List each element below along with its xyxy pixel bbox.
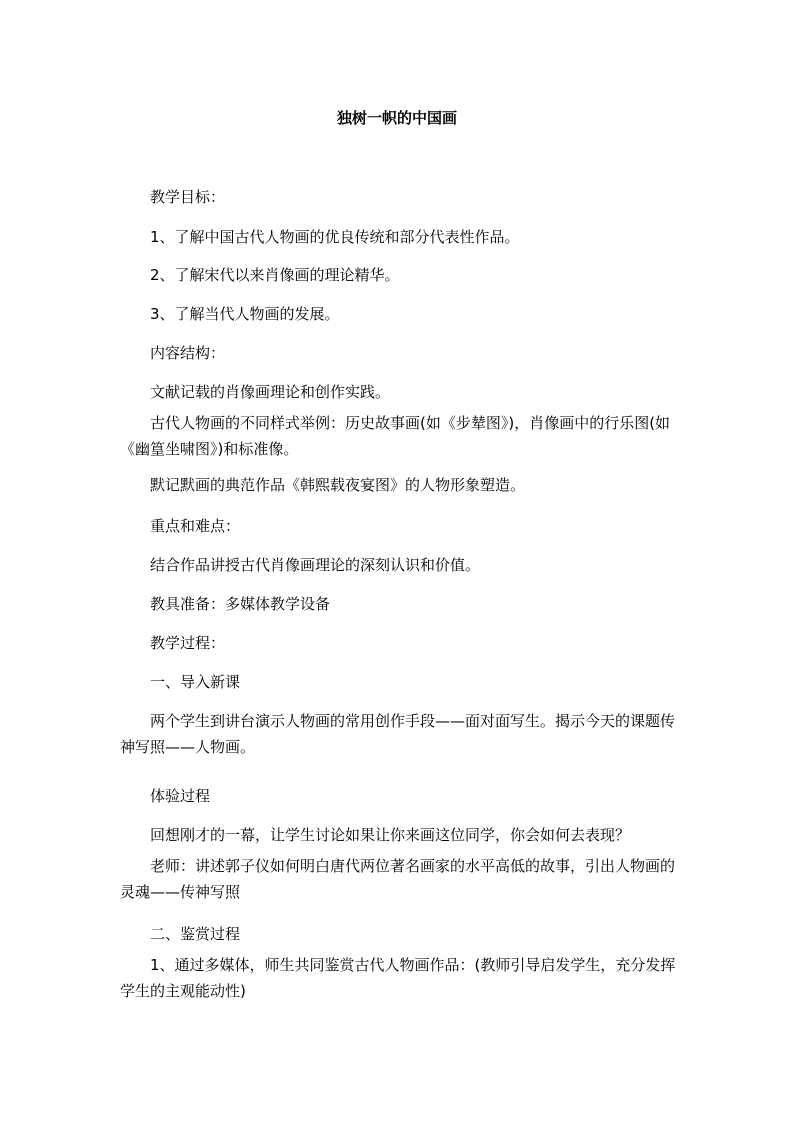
paragraph-goal-3: 3、了解当代人物画的发展。	[150, 305, 340, 323]
paragraph-structure-3: 默记默画的典范作品《韩熙载夜宴图》的人物形象塑造。	[150, 476, 526, 494]
paragraph-teaching-process-heading: 教学过程：	[150, 634, 226, 652]
section-heading-experience: 体验过程	[150, 787, 211, 805]
section-heading-appreciation: 二、鉴赏过程	[150, 925, 241, 943]
paragraph-key-points-heading: 重点和难点：	[150, 517, 241, 535]
paragraph-structure-2: 古代人物画的不同样式举例：历史故事画(如《步辇图》)，肖像画中的行乐图(如《幽篁坐啸图》)和标准像。	[120, 414, 671, 458]
section-heading-intro: 一、导入新课	[150, 673, 241, 691]
paragraph-teaching-goals-heading: 教学目标：	[150, 188, 226, 206]
paragraph-teaching-aids: 教具准备：多媒体教学设备	[150, 595, 331, 613]
paragraph-appreciation-1: 1、通过多媒体，师生共同鉴赏古代人物画作品：(教师引导启发学生，充分发挥学生的主观能动性)	[120, 956, 676, 1000]
paragraph-goal-1: 1、了解中国古代人物画的优良传统和部分代表性作品。	[150, 228, 520, 246]
paragraph-experience-1: 回想刚才的一幕，让学生讨论如果让你来画这位同学，你会如何去表现？	[150, 826, 631, 844]
paragraph-experience-2: 老师：讲述郭子仪如何明白唐代两位著名画家的水平高低的故事，引出人物画的灵魂——传神写照	[120, 857, 676, 901]
paragraph-key-points: 结合作品讲授古代肖像画理论的深刻认识和价值。	[150, 556, 481, 574]
paragraph-structure-1: 文献记载的肖像画理论和创作实践。	[150, 383, 391, 401]
paragraph-intro: 两个学生到讲台演示人物画的常用创作手段——面对面写生。揭示今天的课题传神写照——人物画。	[120, 712, 676, 756]
document-title: 独树一帜的中国画	[336, 109, 457, 127]
paragraph-content-structure-heading: 内容结构：	[150, 344, 226, 362]
paragraph-goal-2: 2、了解宋代以来肖像画的理论精华。	[150, 266, 400, 284]
